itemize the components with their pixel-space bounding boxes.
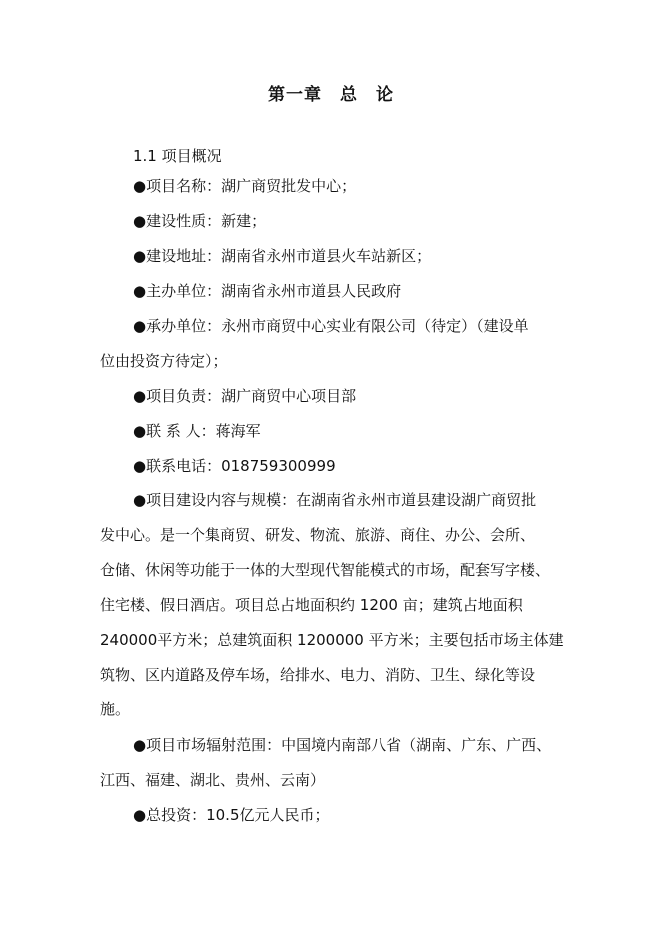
scope-line: 施。: [100, 700, 131, 718]
item-total-investment: ●总投资：10.5亿元人民币；: [133, 806, 330, 824]
item-host-unit: ●主办单位：湖南省永州市道县人民政府: [133, 282, 402, 300]
chapter-title: 第一章 总 论: [268, 85, 394, 105]
market-line: 江西、福建、湖北、贵州、云南）: [100, 771, 326, 789]
item-undertaking-unit-line2: 位由投资方待定）；: [100, 352, 228, 370]
item-contact-person: ●联 系 人：蒋海军: [133, 422, 261, 440]
item-project-lead: ●项目负责：湖广商贸中心项目部: [133, 387, 357, 405]
item-project-name: ●项目名称：湖广商贸批发中心；: [133, 177, 357, 195]
item-contact-phone: ●联系电话：018759300999: [133, 457, 336, 475]
scope-line: 筑物、区内道路及停车场，给排水、电力、消防、卫生、绿化等设: [100, 666, 536, 684]
market-line: ●项目市场辐射范围：中国境内南部八省（湖南、广东、广西、: [133, 736, 552, 754]
scope-line: 发中心。是一个集商贸、研发、物流、旅游、商住、办公、会所、: [100, 526, 536, 544]
item-construction-site: ●建设地址：湖南省永州市道县火车站新区；: [133, 247, 432, 265]
scope-line: 住宅楼、假日酒店。项目总占地面积约 1200 亩；建筑占地面积: [100, 596, 523, 614]
scope-line: ●项目建设内容与规模：在湖南省永州市道县建设湖广商贸批: [133, 491, 537, 509]
section-heading: 1.1 项目概况: [133, 147, 222, 165]
item-construction-nature: ●建设性质：新建；: [133, 212, 267, 230]
item-undertaking-unit-line1: ●承办单位：永州市商贸中心实业有限公司（待定）（建设单: [133, 317, 529, 335]
scope-line: 仓储、休闲等功能于一体的大型现代智能模式的市场，配套写字楼、: [100, 561, 551, 579]
scope-line: 240000平方米；总建筑面积 1200000 平方米；主要包括市场主体建: [100, 631, 564, 649]
